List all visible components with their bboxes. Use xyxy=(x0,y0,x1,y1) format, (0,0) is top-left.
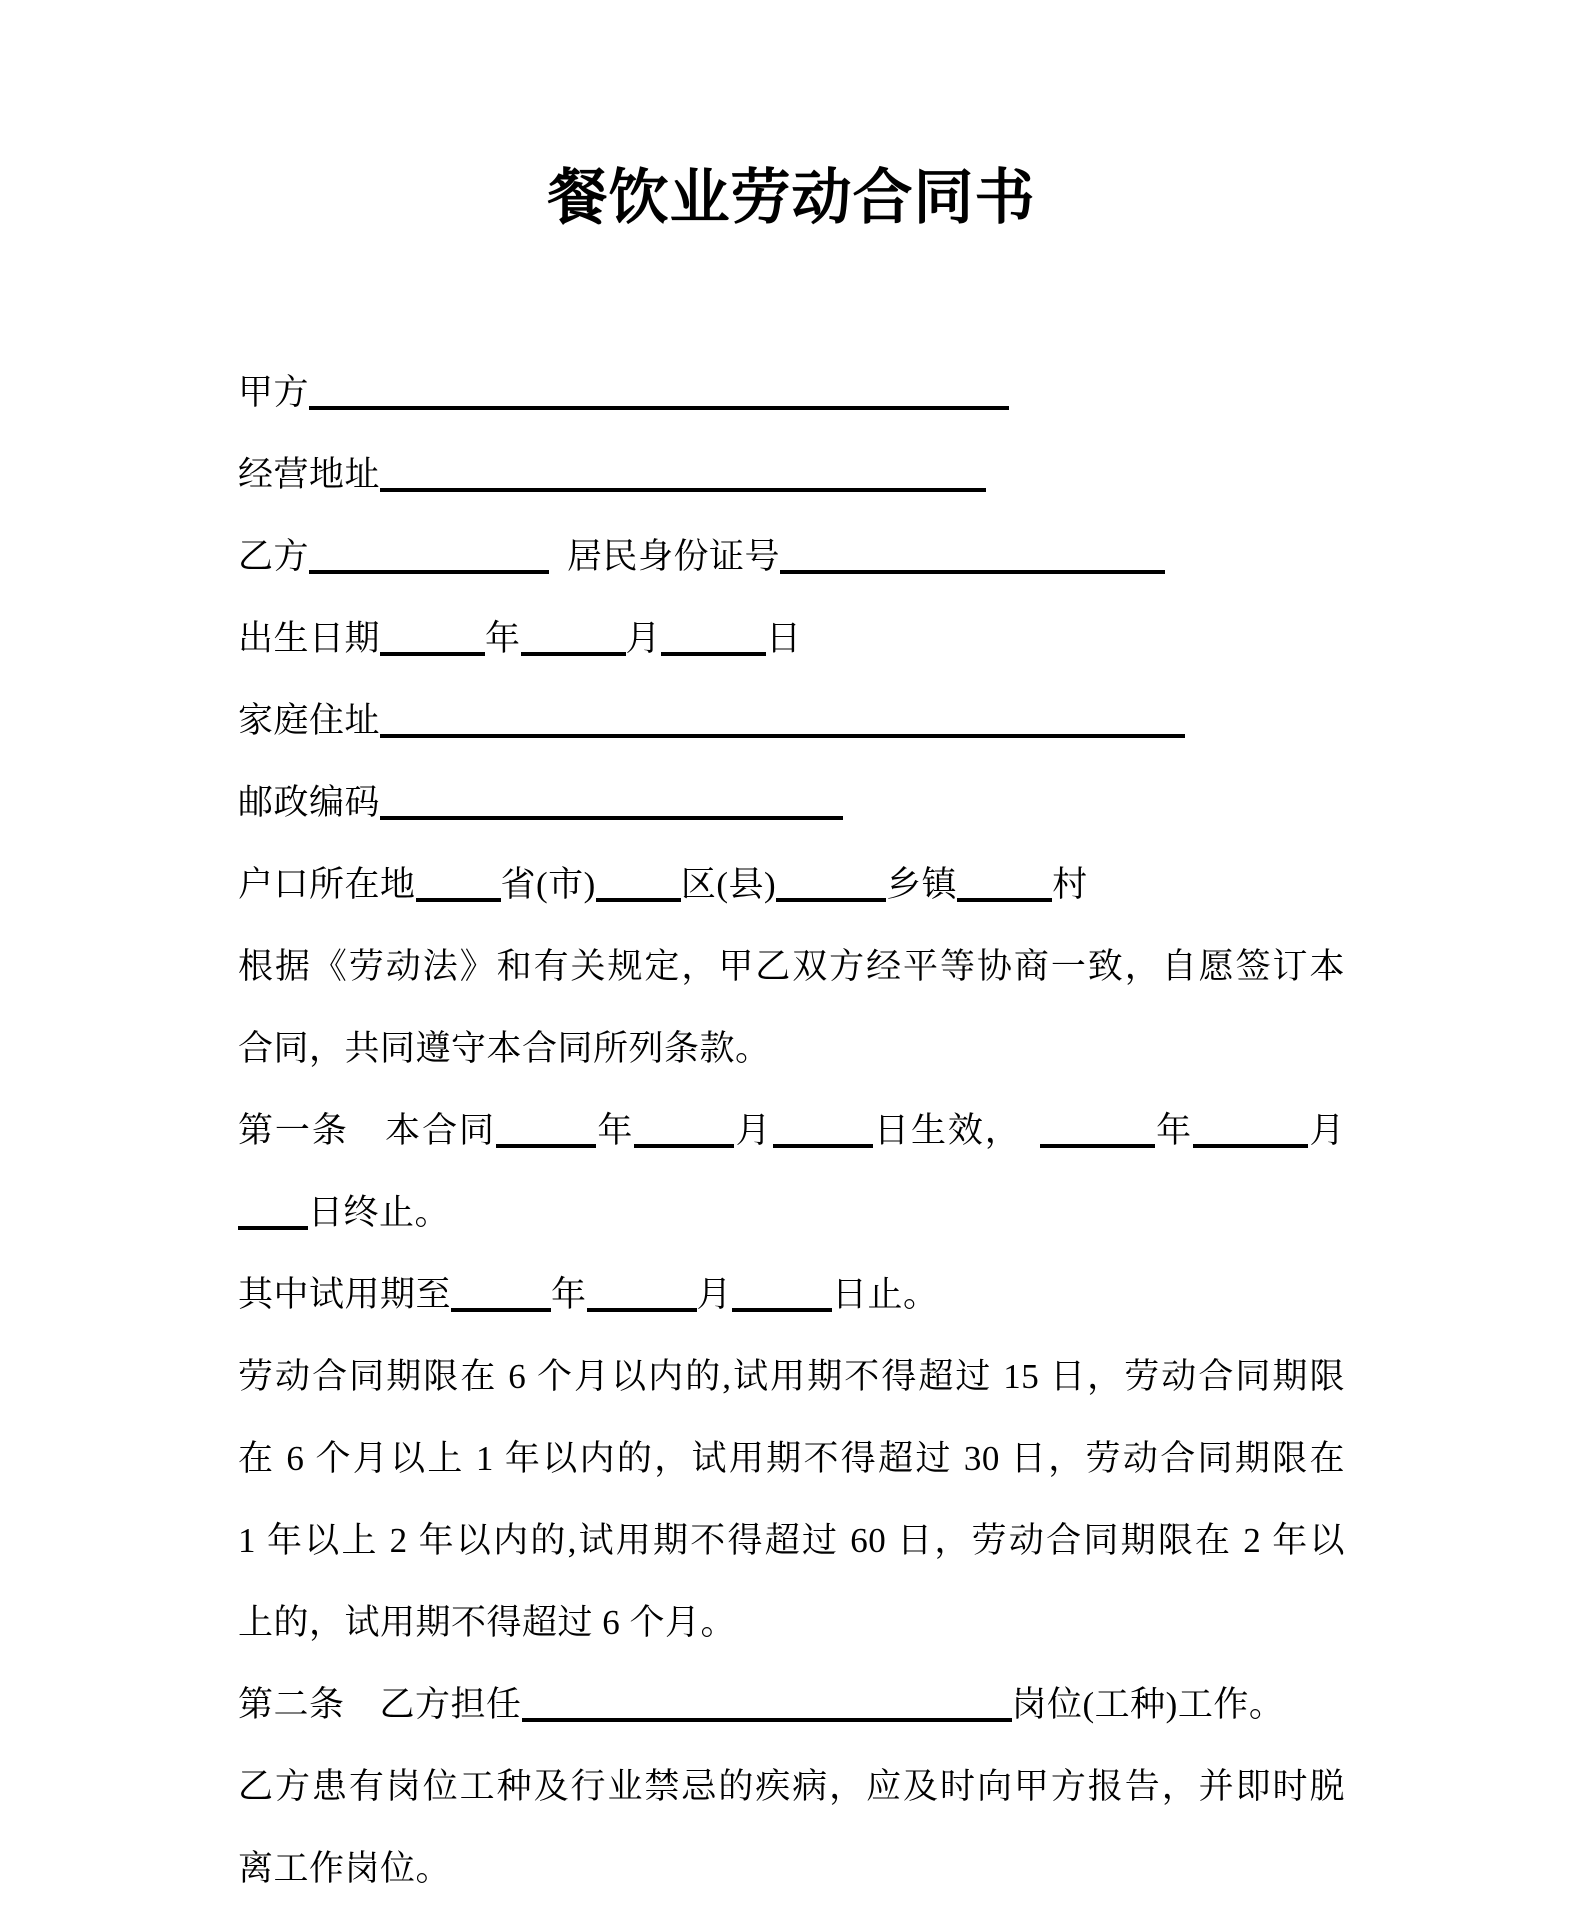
contract-text: 居民身份证号 xyxy=(567,537,781,576)
article-2-para-line-1 xyxy=(238,1746,1345,1828)
fill-in-blank[interactable] xyxy=(416,896,501,902)
fill-in-blank[interactable] xyxy=(521,650,626,656)
contract-text: 区(县) xyxy=(680,865,777,904)
contract-text: 月 xyxy=(734,1111,773,1150)
contract-text: 经营地址 xyxy=(238,455,381,494)
fill-in-blank[interactable] xyxy=(380,650,485,656)
fill-in-blank[interactable] xyxy=(238,1224,308,1230)
postal-code-line xyxy=(238,762,1345,844)
fill-in-blank[interactable] xyxy=(309,404,1009,410)
contract-text: 家庭住址 xyxy=(238,701,381,740)
contract-text: 甲方 xyxy=(238,373,310,412)
fill-in-blank[interactable] xyxy=(776,896,886,902)
fill-in-blank[interactable] xyxy=(661,650,766,656)
spacer xyxy=(1022,1141,1040,1142)
contract-text: 年 xyxy=(595,1111,635,1150)
contract-text: 本合同 xyxy=(383,1111,496,1150)
contract-text: 月 xyxy=(1308,1111,1345,1150)
contract-text: 出生日期 xyxy=(238,619,381,658)
contract-text: 年 xyxy=(551,1275,587,1314)
contract-text: 日止。 xyxy=(832,1275,939,1314)
contract-text: 月 xyxy=(696,1275,733,1314)
spacer xyxy=(345,1715,380,1716)
contract-text: 根据《劳动法》和有关规定，甲乙双方经平等协商一致，自愿签订本 xyxy=(238,947,1345,986)
fill-in-blank[interactable] xyxy=(522,1716,1012,1722)
contract-text: 年 xyxy=(1154,1111,1194,1150)
contract-text: 日 xyxy=(766,619,802,658)
contract-text: 年 xyxy=(485,619,521,658)
fill-in-blank[interactable] xyxy=(309,568,549,574)
contract-text: 邮政编码 xyxy=(238,783,381,822)
business-address-line xyxy=(238,434,1345,516)
article-2-para-line-2 xyxy=(238,1828,1345,1910)
article-1-line-1 xyxy=(238,1090,1345,1172)
fill-in-blank[interactable] xyxy=(780,568,1165,574)
fill-in-blank[interactable] xyxy=(596,896,681,902)
spacer xyxy=(349,1141,384,1142)
contract-text: 日终止。 xyxy=(308,1193,451,1232)
fill-in-blank[interactable] xyxy=(1193,1142,1308,1148)
home-address-line xyxy=(238,680,1345,762)
contract-text: 劳动合同期限在 6 个月以内的,试用期不得超过 15 日，劳动合同期限 xyxy=(238,1357,1345,1396)
probation-line xyxy=(238,1254,1345,1336)
contract-text: 上的，试用期不得超过 6 个月。 xyxy=(238,1603,737,1642)
fill-in-blank[interactable] xyxy=(380,814,843,820)
party-a-line xyxy=(238,352,1345,434)
contract-text: 村 xyxy=(1052,865,1088,904)
contract-text: 日生效， xyxy=(872,1111,1022,1150)
fill-in-blank[interactable] xyxy=(587,1306,697,1312)
term-rule-line-3 xyxy=(238,1500,1345,1582)
fill-in-blank[interactable] xyxy=(773,1142,873,1148)
contract-text: 岗位(工种)工作。 xyxy=(1011,1685,1285,1724)
fill-in-blank[interactable] xyxy=(451,1306,551,1312)
fill-in-blank[interactable] xyxy=(957,896,1052,902)
spacer xyxy=(549,567,567,568)
contract-text: 乡镇 xyxy=(886,865,958,904)
contract-text: 省(市) xyxy=(500,865,596,904)
contract-text: 第二条 xyxy=(238,1685,345,1724)
contract-text: 在 6 个月以上 1 年以内的，试用期不得超过 30 日，劳动合同期限在 xyxy=(238,1439,1345,1478)
contract-text: 乙方 xyxy=(238,537,310,576)
term-rule-line-1 xyxy=(238,1336,1345,1418)
birth-date-line xyxy=(238,598,1345,680)
fill-in-blank[interactable] xyxy=(380,732,1185,738)
term-rule-line-2 xyxy=(238,1418,1345,1500)
fill-in-blank[interactable] xyxy=(496,1142,596,1148)
preamble-line-1 xyxy=(238,926,1345,1008)
contract-text: 月 xyxy=(625,619,662,658)
preamble-line-2 xyxy=(238,1008,1345,1090)
party-b-id-line xyxy=(238,516,1345,598)
contract-text: 1 年以上 2 年以内的,试用期不得超过 60 日，劳动合同期限在 2 年以 xyxy=(238,1521,1345,1560)
contract-text: 乙方患有岗位工种及行业禁忌的疾病，应及时向甲方报告，并即时脱 xyxy=(238,1767,1345,1806)
fill-in-blank[interactable] xyxy=(732,1306,832,1312)
contract-text: 其中试用期至 xyxy=(238,1275,452,1314)
fill-in-blank[interactable] xyxy=(1040,1142,1155,1148)
article-2-line xyxy=(238,1664,1345,1746)
article-1-line-2 xyxy=(238,1172,1345,1254)
registered-residence-line xyxy=(238,844,1345,926)
contract-text: 离工作岗位。 xyxy=(238,1849,452,1888)
contract-text: 户口所在地 xyxy=(238,865,416,904)
document-body xyxy=(238,352,1345,1910)
fill-in-blank[interactable] xyxy=(380,486,986,492)
document-column xyxy=(238,0,1345,1910)
contract-text: 乙方担任 xyxy=(379,1685,522,1724)
document-title: 餐饮业劳动合同书 xyxy=(547,165,1036,231)
fill-in-blank[interactable] xyxy=(634,1142,734,1148)
term-rule-line-4 xyxy=(238,1582,1345,1664)
contract-text: 第一条 xyxy=(238,1111,349,1150)
contract-text: 合同，共同遵守本合同所列条款。 xyxy=(238,1029,771,1068)
